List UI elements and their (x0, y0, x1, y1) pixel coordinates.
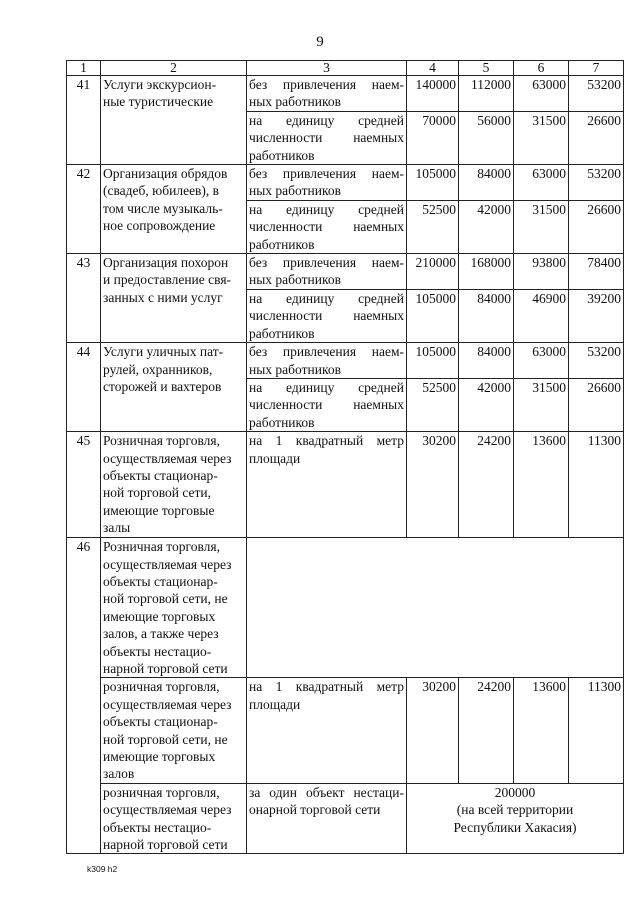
value-col6: 13600 (514, 432, 569, 538)
value-col6: 63000 (514, 343, 569, 379)
table-row (67, 783, 624, 854)
value-col4: 70000 (407, 111, 459, 164)
value-col7: 26600 (569, 111, 624, 164)
value-col4: 210000 (407, 254, 459, 290)
header-cell: 2 (101, 61, 247, 76)
value-col5: 112000 (459, 76, 514, 112)
unit-description: на единицу средней численности наемных работников (247, 378, 407, 431)
header-row (67, 61, 624, 76)
header-cell: 5 (459, 61, 514, 76)
value-col7: 78400 (569, 254, 624, 290)
activity-name: розничная торговля, осуществляемая через объекты стационар- ной торговой сети, не имеющие торговых залов (101, 678, 247, 783)
value-col6: 46900 (514, 289, 569, 342)
activity-name: Организация обрядов (свадеб, юбилеев), в том числе музыкаль- ное сопровождение (101, 165, 247, 254)
value-col6: 63000 (514, 165, 569, 201)
tax-rates-table (66, 60, 624, 854)
activity-name: Организация похорон и предоставление свя- занных с ними услуг (101, 254, 247, 343)
value-col6: 13600 (514, 678, 569, 783)
unit-description: без привлечения наем- ных работников (247, 165, 407, 201)
activity-name: Розничная торговля, осуществляемая через объекты стационар- ной торговой сети, не имеющие торговых залов, а также через объекты нестацио- нарной торговой сети (101, 538, 247, 678)
value-col4: 105000 (407, 289, 459, 342)
unit-description: на единицу средней численности наемных работников (247, 289, 407, 342)
value-col4: 140000 (407, 76, 459, 112)
value-col7: 53200 (569, 165, 624, 201)
value-col5: 84000 (459, 343, 514, 379)
table-row (67, 432, 624, 538)
unit-description: без привлечения наем- ных работников (247, 76, 407, 112)
value-col6: 93800 (514, 254, 569, 290)
value-col7: 26600 (569, 200, 624, 253)
row-number: 41 (67, 76, 101, 165)
value-col5: 56000 (459, 111, 514, 164)
unit-description: на 1 квадратный метр площади (247, 432, 407, 538)
value-col6: 63000 (514, 76, 569, 112)
value-col7: 53200 (569, 343, 624, 379)
table-row (67, 254, 624, 290)
unit-description: на 1 квадратный метр площади (247, 678, 407, 783)
value-col5: 24200 (459, 678, 514, 783)
value-col5: 84000 (459, 289, 514, 342)
row-number: 43 (67, 254, 101, 343)
value-col5: 24200 (459, 432, 514, 538)
value-col5: 168000 (459, 254, 514, 290)
value-col6: 31500 (514, 378, 569, 431)
table-row (67, 165, 624, 201)
value-col4: 30200 (407, 432, 459, 538)
unit-description: за один объект нестаци- онарной торговой сети (247, 783, 407, 854)
activity-name: Услуги уличных пат- рулей, охранников, сторожей и вахтеров (101, 343, 247, 432)
row-number: 44 (67, 343, 101, 432)
value-col4: 105000 (407, 165, 459, 201)
row-number: 46 (67, 538, 101, 854)
value-col7: 11300 (569, 678, 624, 783)
activity-name: розничная торговля, осуществляемая через объекты нестацио- нарной торговой сети (101, 783, 247, 854)
value-col5: 42000 (459, 200, 514, 253)
value-col5: 84000 (459, 165, 514, 201)
activity-name: Розничная торговля, осуществляемая через объекты стационар- ной торговой сети, имеющие торговые залы (101, 432, 247, 538)
value-col5: 42000 (459, 378, 514, 431)
merged-value: 200000 (на всей территории Республики Хакасия) (407, 783, 624, 854)
table-row (67, 343, 624, 379)
value-col6: 31500 (514, 200, 569, 253)
unit-description: без привлечения наем- ных работников (247, 254, 407, 290)
header-cell: 6 (514, 61, 569, 76)
unit-description: без привлечения наем- ных работников (247, 343, 407, 379)
footer-code: k309 h2 (87, 864, 118, 874)
table-row (67, 678, 624, 783)
header-cell: 7 (569, 61, 624, 76)
row-number: 42 (67, 165, 101, 254)
value-col7: 11300 (569, 432, 624, 538)
value-col7: 26600 (569, 378, 624, 431)
value-col4: 105000 (407, 343, 459, 379)
unit-description: на единицу средней численности наемных работников (247, 111, 407, 164)
header-cell: 3 (247, 61, 407, 76)
page-number: 9 (316, 34, 324, 50)
table-row (67, 76, 624, 112)
value-col7: 53200 (569, 76, 624, 112)
row-number: 45 (67, 432, 101, 538)
value-col4: 52500 (407, 378, 459, 431)
value-col6: 31500 (514, 111, 569, 164)
value-col4: 30200 (407, 678, 459, 783)
value-col7: 39200 (569, 289, 624, 342)
header-cell: 1 (67, 61, 101, 76)
unit-description: на единицу средней численности наемных работников (247, 200, 407, 253)
table-row (67, 538, 624, 678)
activity-name: Услуги экскурсион- ные туристические (101, 76, 247, 165)
value-col4: 52500 (407, 200, 459, 253)
empty-cell (247, 538, 624, 678)
header-cell: 4 (407, 61, 459, 76)
